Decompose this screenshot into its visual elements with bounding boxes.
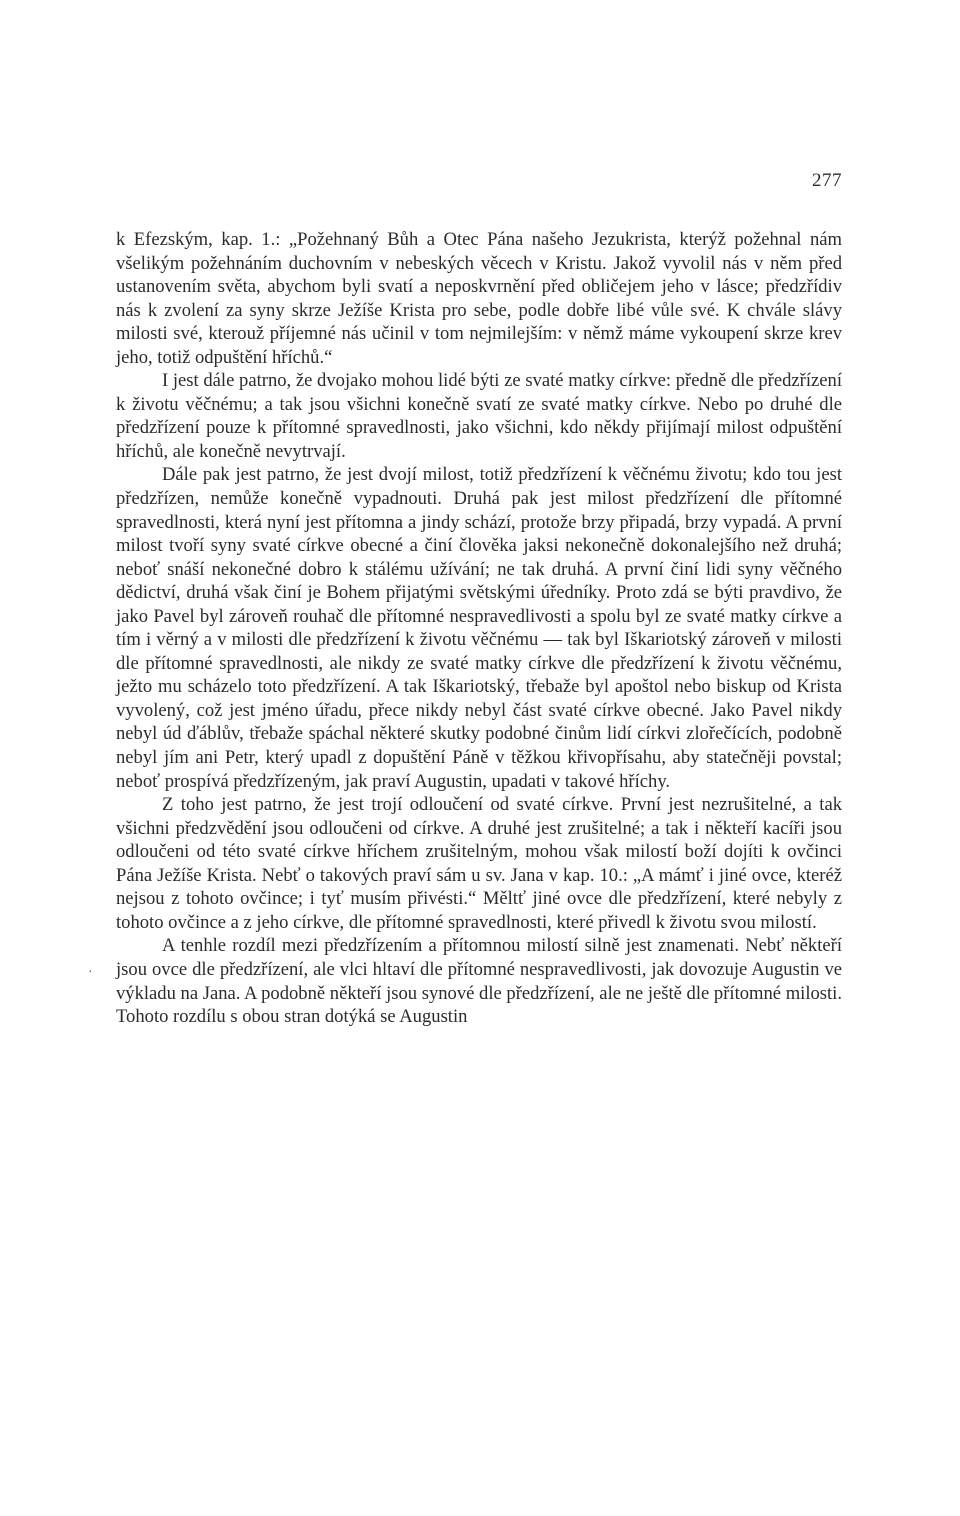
margin-dot-mark: · (88, 965, 93, 980)
paragraph-3: Dále pak jest patrno, že jest dvojí milost, totiž předzřízení k věčnému životu; kdo tou jest předzřízen, nemůže konečně vypadnouti. Druhá pak jest milost předzřízení dle přítomné spravedlnosti, která nyní jest přítomna a jindy schází, protože brzy připadá, brzy vypadá. A první milost tvoří syny svaté církve obecné a činí člověka jaksi nekonečně dokonalejšího než druhá; neboť snáší nekonečné dobro k stálému užívání; ne tak druhá. A první činí lidi syny věčného dědictví, druhá však činí je Bohem přijatými světskými úředníky. Proto zdá se býti pravdivo, že jako Pavel byl zároveň rouhač dle přítomné nespravedlivosti a spolu byl ze svaté matky církve a tím i věrný a v milosti dle předzřízení k životu věčnému — tak byl Iškariotský zároveň v milosti dle přítomné spravedlnosti, ale nikdy ze svaté matky církve dle předzřízení k životu věčnému, ježto mu scházelo toto předzřízení. A tak Iškariotský, třebaže byl apoštol nebo biskup od Krista vyvolený, což jest jméno úřadu, přece nikdy nebyl část svaté církve obecné. Jako Pavel nikdy nebyl úd ďáblův, třebaže spáchal některé skutky podobné činům lidí církvi zlořečících, podobně nebyl jím ani Petr, který upadl z dopuštění Páně v těžkou křivopřísahu, aby statečněji povstal; neboť prospívá předzřízeným, jak praví Augustin, upadati v takové hříchy. (116, 464, 842, 792)
paragraph-4: Z toho jest patrno, že jest trojí odloučení od svaté církve. První jest nezrušitelné, a tak všichni předzvědění jsou odloučeni od církve. A druhé jest zrušitelné; a tak i někteří kacíři jsou odloučeni od této svaté církve hříchem zrušitelným, mohou však milostí boží dojíti k ovčinci Pána Ježíše Krista. Nebť o takových praví sám u sv. Jana v kap. 10.: „A mámť i jiné ovce, kteréž nejsou z tohoto ovčince; i tyť musím přivésti.“ Měltť jiné ovce dle předzřízení, které nebyly z tohoto ovčince a z jeho církve, dle přítomné spravedlnosti, které přivedl k životu svou milostí. (116, 794, 842, 933)
paragraph-5: A tenhle rozdíl mezi předzřízením a přítomnou milostí silně jest znamenati. Nebť někteří jsou ovce dle předzřízení, ale vlci hltaví dle přítomné nespravedlivosti, jak dovozuje Augustin ve výkladu na Jana. A podobně někteří jsou synové dle předzřízení, ale ne ještě dle přítomné milosti. Tohoto rozdílu s obou stran dotýká se Augustin (116, 935, 842, 1028)
paragraph-2: I jest dále patrno, že dvojako mohou lidé býti ze svaté matky církve: předně dle předzřízení k životu věčnému; a tak jsou všichni konečně svatí ze svaté matky církve. Nebo po druhé dle předzřízení pouze k přítomné spravedlnosti, jako všichni, kdo někdy přijímají milost odpuštění hříchů, ale konečně nevytrvají. (116, 370, 842, 462)
page-number: 277 (812, 170, 842, 191)
paragraph-1: k Efezským, kap. 1.: „Požehnaný Bůh a Otec Pána našeho Jezukrista, kterýž požehnal nám všelikým požehnáním duchovním v nebeských věcech v Kristu. Jakož vyvolil nás v něm před ustanovením světa, abychom byli svatí a neposkvrnění před obličejem jeho v lásce; předzřídiv nás k zvolení za syny skrze Ježíše Krista pro sebe, podle dobře libé vůle své. K chvále slávy milosti své, kterouž příjemné nás učinil v tom nejmilejším: v němž máme vykoupení skrze krev jeho, totiž odpuštění hříchů.“ (116, 229, 842, 368)
body-text (116, 228, 842, 1029)
